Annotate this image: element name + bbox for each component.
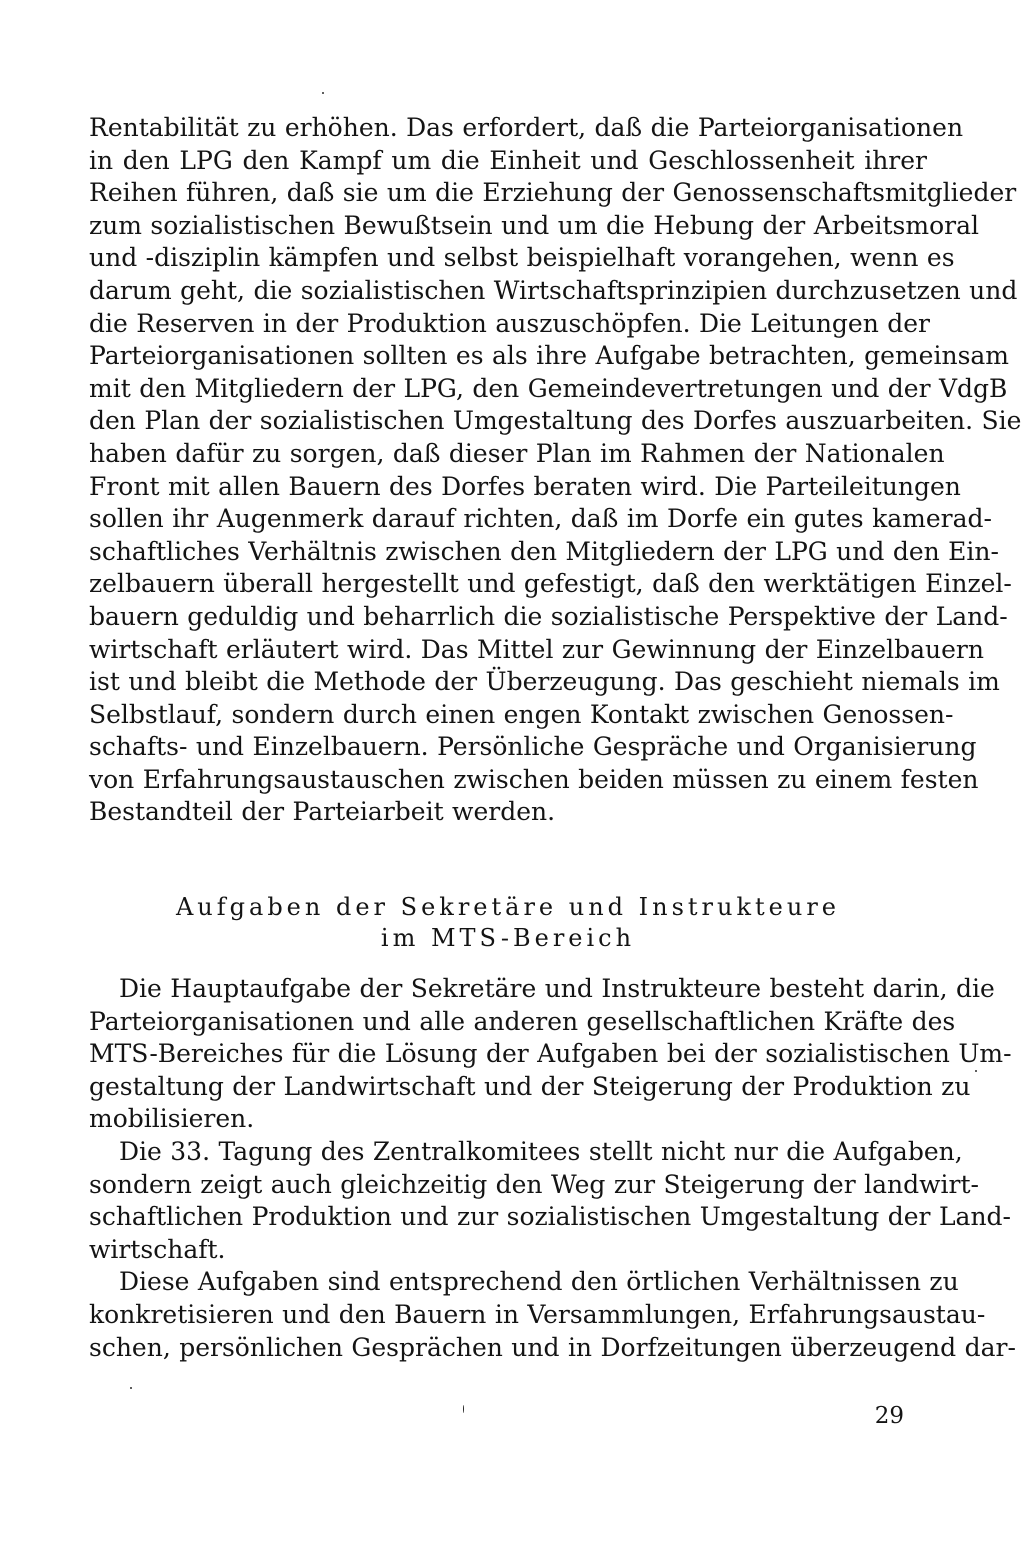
text-line: schafts- und Einzelbauern. Persönliche Gespräche und Organisierung: [89, 732, 977, 762]
text-line: Reihen führen, daß sie um die Erziehung der Genossenschaftsmitglieder: [89, 178, 1017, 208]
text-line: von Erfahrungsaustauschen zwischen beiden müssen zu einem festen: [89, 764, 979, 794]
heading-line-2: im MTS-Bereich: [380, 924, 636, 952]
text-line: zum sozialistischen Bewußtsein und um die Hebung der Arbeitsmoral: [89, 210, 979, 240]
text-line: gestaltung der Landwirtschaft und der Steigerung der Produktion zu: [89, 1071, 971, 1101]
text-line: schaftliches Verhältnis zwischen den Mitgliedern der LPG und den Ein-: [89, 536, 999, 566]
text-line: ist und bleibt die Methode der Überzeugung. Das geschieht niemals im: [89, 667, 1000, 697]
scan-speck: [975, 1070, 977, 1072]
text-line: in den LPG den Kampf um die Einheit und Geschlossenheit ihrer: [89, 145, 927, 175]
section-heading: [89, 892, 927, 954]
scan-speck: [130, 1387, 132, 1389]
paragraph-continuation: [89, 112, 1022, 829]
scan-speck: [322, 92, 324, 94]
text-line: die Reserven in der Produktion auszuschöpfen. Die Leitungen der: [89, 308, 931, 338]
text-line: sollen ihr Augenmerk darauf richten, daß im Dorfe ein gutes kamerad-: [89, 504, 992, 534]
text-line: Bestandteil der Parteiarbeit werden.: [89, 797, 556, 827]
text-line: mit den Mitgliedern der LPG, den Gemeindevertretungen und der VdgB: [89, 373, 1008, 403]
text-line: Front mit allen Bauern des Dorfes beraten wird. Die Parteileitungen: [89, 471, 961, 501]
text-line: MTS-Bereiches für die Lösung der Aufgaben bei der sozialistischen Um-: [89, 1039, 1012, 1069]
text-line: zelbauern überall hergestellt und gefestigt, daß den werktätigen Einzel-: [89, 569, 1012, 599]
text-line: sondern zeigt auch gleichzeitig den Weg zur Steigerung der landwirt-: [89, 1169, 979, 1199]
scan-speck: [463, 1405, 464, 1413]
heading-line-1: Aufgaben der Sekretäre und Instrukteure: [175, 893, 841, 921]
text-line: schen, persönlichen Gesprächen und in Dorfzeitungen überzeugend dar-: [89, 1332, 1016, 1362]
text-line: den Plan der sozialistischen Umgestaltung des Dorfes auszuarbeiten. Sie: [89, 406, 1022, 436]
text-line: Parteiorganisationen und alle anderen gesellschaftlichen Kräfte des: [89, 1006, 956, 1036]
text-line: Rentabilität zu erhöhen. Das erfordert, daß die Parteiorganisationen: [89, 113, 964, 142]
text-line: Die 33. Tagung des Zentralkomitees stellt nicht nur die Aufgaben,: [119, 1136, 963, 1166]
text-line: Parteiorganisationen sollten es als ihre Aufgabe betrachten, gemeinsam: [89, 341, 1010, 371]
text-line: darum geht, die sozialistischen Wirtschaftsprinzipien durchzusetzen und: [89, 275, 1018, 305]
text-line: wirtschaft erläutert wird. Das Mittel zur Gewinnung der Einzelbauern: [89, 634, 984, 664]
page-number: 29: [874, 1403, 904, 1429]
text-line: und -disziplin kämpfen und selbst beispielhaft vorangehen, wenn es: [89, 243, 955, 273]
text-line: konkretisieren und den Bauern in Versammlungen, Erfahrungsaustau-: [89, 1299, 986, 1329]
section-body: [89, 973, 1016, 1364]
text-line: Diese Aufgaben sind entsprechend den örtlichen Verhältnissen zu: [119, 1267, 959, 1297]
text-line: Die Hauptaufgabe der Sekretäre und Instrukteure besteht darin, die: [119, 974, 995, 1003]
text-line: Selbstlauf, sondern durch einen engen Kontakt zwischen Genossen-: [89, 699, 954, 729]
text-line: mobilisieren.: [89, 1104, 255, 1134]
text-line: schaftlichen Produktion und zur sozialistischen Umgestaltung der Land-: [89, 1202, 1012, 1232]
text-line: bauern geduldig und beharrlich die sozialistische Perspektive der Land-: [89, 601, 1008, 631]
text-line: haben dafür zu sorgen, daß dieser Plan im Rahmen der Nationalen: [89, 438, 945, 468]
text-line: wirtschaft.: [89, 1234, 226, 1264]
